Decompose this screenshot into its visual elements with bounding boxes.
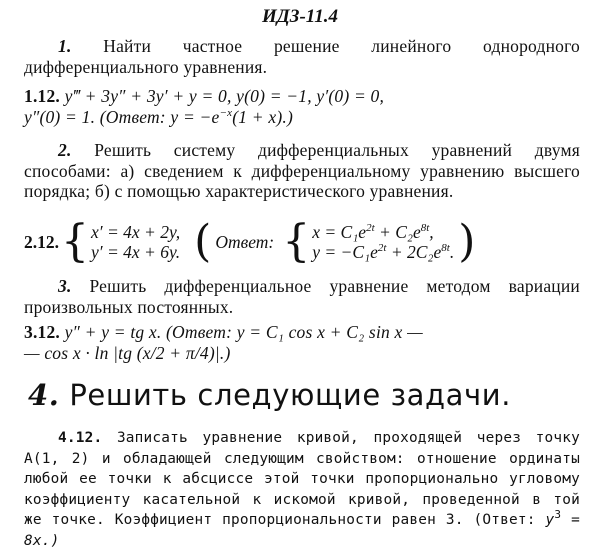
ans1-lead: x = C₁e (312, 222, 367, 242)
section-4-text: Решить следующие задачи. (69, 378, 512, 412)
problem-4-12-answer: y (545, 512, 555, 528)
problem-2-12-answer-line-2 (312, 242, 454, 262)
problem-1-12 (24, 86, 580, 127)
section-4-number: 4. (28, 378, 60, 412)
ans1-end: , (429, 222, 434, 242)
section-4-heading (28, 378, 511, 412)
task-2 (24, 140, 580, 202)
ans2-exp2: 8t (441, 242, 450, 255)
problem-2-12-eq2: y′ = 4x + 6y. (91, 242, 181, 262)
page-title: ИДЗ-11.4 (262, 6, 338, 27)
ans1-mid: + C₂e (374, 222, 421, 242)
task-2-text-paragraph (24, 140, 580, 202)
problem-4-12-answer-exponent: 3 (554, 508, 562, 522)
problem-3-12-answer-1: y = C₁ cos x + C₂ sin x — (236, 322, 423, 342)
problem-4-12-number: 4.12. (58, 430, 103, 446)
problem-3-12-answer-label: (Ответ: (166, 322, 233, 342)
answer-brace-icon: { (282, 216, 311, 267)
problem-2-12-eq1: x′ = 4x + 2y, (91, 222, 181, 242)
problem-2-12-row (24, 216, 580, 267)
problem-3-12-answer-2: — cos x · ln |tg (x/2 + π/4)|.) (24, 342, 231, 363)
problem-4-12-answer-label: (Ответ: (473, 512, 536, 528)
problem-3-12-number: 3.12. (24, 322, 60, 342)
left-brace-icon: { (61, 216, 89, 267)
task-1-text: Найти частное решение линейного однородного дифференциального уравнения. (24, 36, 580, 77)
task-1-number: 1. (58, 36, 72, 56)
problem-4-12 (24, 428, 580, 551)
open-paren-icon: ( (194, 216, 212, 267)
problem-1-12-answer: y = −e (170, 106, 220, 127)
close-paren-icon: ) (458, 216, 476, 267)
problem-2-12-system (91, 222, 180, 262)
problem-4-12-text: Записать уравнение кривой, проходящей через точку А(1, 2) и обладающей следующим свойством: отношение ординаты любой ее точки к абсциссе этой точки пропорционально угловому коэффициенту касательной к искомой кривой, проведенной в той же точке. Коэффициент пропорциональности равен 3. (24, 430, 580, 528)
ans2-exp1: 2t (377, 242, 387, 255)
ans2-mid: + 2C₂e (386, 242, 442, 262)
problem-2-12-answer-system (312, 222, 454, 262)
problem-1-12-answer-exponent: −x (219, 106, 233, 119)
problem-3-12-equation: y″ + y = tg x. (64, 322, 162, 342)
problem-1-12-answer-label: (Ответ: (99, 106, 166, 127)
task-3-text-paragraph (24, 276, 580, 317)
ans2-end: . (449, 242, 455, 262)
task-3-text: Решить дифференциальное уравнение методом вариации произвольных постоянных. (24, 276, 580, 317)
problem-2-12 (24, 216, 580, 267)
task-2-number: 2. (58, 140, 72, 160)
problem-4-12-paragraph (24, 428, 580, 551)
task-1-text-paragraph (24, 36, 580, 77)
ans1-exp1: 2t (366, 222, 375, 235)
problem-1-12-paragraph (24, 86, 580, 127)
problem-1-12-condition: y″(0) = 1. (24, 106, 96, 127)
task-2-text: Решить систему дифференциальных уравнений двумя способами: а) сведением к дифференциальному уравнению высшего порядка; б) с помощью характеристического уравнения. (24, 140, 580, 201)
problem-4-12-answer-tail: = 8x.) (24, 512, 580, 549)
problem-2-12-number: 2.12. (24, 231, 59, 252)
problem-3-12-paragraph (24, 322, 580, 363)
task-3 (24, 276, 580, 317)
problem-2-12-answer-line-1 (312, 222, 454, 242)
task-1 (24, 36, 580, 77)
ans2-lead: y = −C₁e (312, 242, 378, 262)
task-3-number: 3. (58, 276, 72, 296)
problem-1-12-equation: y‴ + 3y″ + 3y′ + y = 0, y(0) = −1, y′(0) = 0, (64, 86, 385, 106)
problem-1-12-number: 1.12. (24, 86, 60, 106)
problem-2-12-answer-label: Ответ: (215, 231, 275, 252)
problem-3-12 (24, 322, 580, 363)
ans1-exp2: 8t (420, 222, 430, 235)
problem-1-12-answer-tail: (1 + x).) (232, 106, 293, 127)
